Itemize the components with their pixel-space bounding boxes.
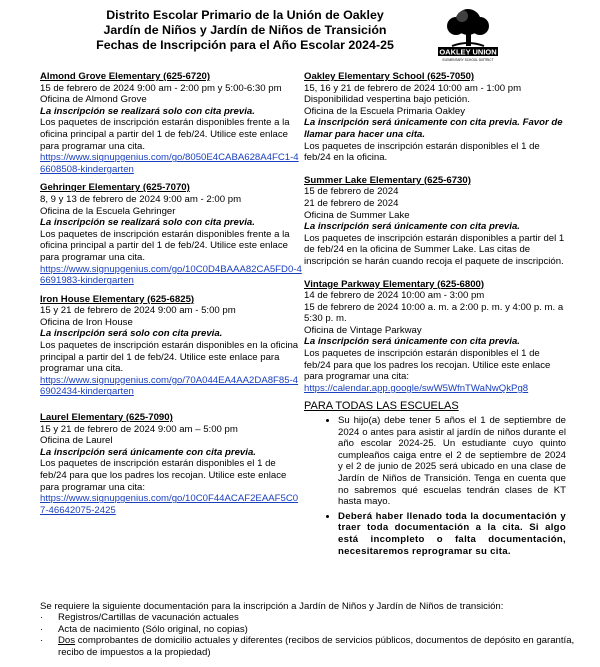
appointment-notice: La inscripción será únicamente con cita previa. [304,221,520,233]
packet-info: Los paquetes de inscripción estarán disponibles frente a la oficina principal a partir del 1 de feb/24. Utilice este enlace para programar una cita. [40,228,290,263]
school-iron-house [40,294,302,398]
school-office: Oficina de Iron House [40,316,133,328]
appointment-notice: La inscripción será solo con cita previa. [40,328,223,340]
school-name: Gehringer Elementary (625-7070) [40,182,190,194]
signup-link[interactable]: https://www.signupgenius.com/go/10C0F44ACAF2EAAF5C07-46642075-2425 [40,493,299,516]
school-office: Oficina de la Escuela Primaria Oakley [304,105,466,117]
signup-link[interactable]: https://www.signupgenius.com/go/10C0D4BAAA82CA5FD0-46691983-kindergarten [40,263,302,287]
school-dates: 15 de febrero de 2024 9:00 am - 2:00 pm y 5:00-6:30 pm [40,82,282,94]
school-office: Oficina de Summer Lake [304,209,410,221]
signup-link[interactable]: https://www.signupgenius.com/go/8050E4CABA628A4FC1-46608508-kindergarten [40,152,299,175]
header-dates-title: Fechas de Inscripción para el Año Escolar 2024-25 [96,38,394,52]
school-name: Almond Grove Elementary (625-6720) [40,71,211,82]
school-dates: 15, 16 y 21 de febrero de 2024 10:00 am - 1:00 pm [304,82,522,94]
packet-info: Los paquetes de inscripción estarán disponibles el 1 de feb/24 para que los padres los recojan. Utilice este enlace para programar una cita: [40,458,287,493]
all-schools-list [304,415,566,557]
school-office: Oficina de la Escuela Gehringer [40,205,176,217]
doc-item [40,612,580,623]
docs-intro: Se requiere la siguiente documentación para la inscripción a Jardín de Niños y Jardín de Niños de transición: [40,601,504,612]
school-summer-lake [304,175,566,268]
school-dates: 15 de febrero de 2024 [304,186,399,198]
doc-item [40,624,580,635]
school-office: Oficina de Laurel [40,435,113,447]
appointment-notice: La inscripción se realizará solo con cita previa. [40,217,255,229]
school-dates: 15 y 21 de febrero de 2024 9:00 am – 5:00 pm [40,423,238,435]
school-dates: 8, 9 y 13 de febrero de 2024 9:00 am - 2:00 pm [40,193,242,205]
school-name: Summer Lake Elementary (625-6730) [304,174,471,186]
packet-info: Los paquetes de inscripción estarán disponibles el 1 de feb/24 para que los padres los recojan. Utilice este enlace para programar una cita: [304,348,551,383]
age-requirement-item: • Su hijo(a) debe tener 5 años el 1 de septiembre de 2024 o antes para asistir al jardín de niños durante el año escolar 2024-25. Un estudiante cuyo quinto cumpleaños caiga entre el 2 de septiembre de 2024 y el 2 de junio de 2025 será ubicado en una clase de Jardín de Niños de Transición. Tenga en cuenta que no sabremos qué escuelas tendrán clases de KT hasta mayo. [338,415,566,508]
doc-item [40,635,580,658]
logo-text: OAKLEY UNION [439,47,497,57]
school-dates: 15 y 21 de febrero de 2024 9:00 am - 5:00 pm [40,305,236,317]
header-program: Jardín de Niños y Jardín de Niños de Transición [103,23,387,37]
bullet-icon: · [40,623,44,635]
bullet-icon: · [40,612,44,624]
school-office: Oficina de Almond Grove [40,94,147,106]
school-name: Laurel Elementary (625-7090) [40,412,173,424]
tree-icon [432,6,504,62]
logo-subtext: ELEMENTARY SCHOOL DISTRICT [442,58,494,62]
school-dates: 14 de febrero de 2024 10:00 am - 3:00 pm [304,290,485,302]
school-gehringer [40,182,302,286]
school-oakley [304,71,566,164]
school-vintage-parkway [304,279,566,395]
district-logo [432,6,504,62]
packet-info: Los paquetes de inscripción estarán disponibles en la oficina principal a partir del 1 de feb/24. Utilice este enlace para programar una cita. [40,340,299,375]
appointment-notice: La inscripción se realizará solo con cita previa. [40,105,255,117]
packet-info: Los paquetes de inscripción estarán disponibles el 1 de feb/24 en la oficina. [304,140,540,164]
appointment-notice: La inscripción será únicamente con cita previa. [40,446,256,458]
packet-info: Los paquetes de inscripción estarán disponibles a partir del 1 de feb/24 en la oficina de Summer Lake. Las citas de inscripción se harán cuando recoja el paquete de inscripción. [304,232,565,267]
header-district: Distrito Escolar Primario de la Unión de Oakley [106,8,384,22]
calendar-link[interactable]: https://calendar.app.google/swW5WfnTWaNwQkPg8 [304,382,529,394]
doc-item-text: Acta de nacimiento (Sólo original, no copias) [58,623,248,635]
document-header [60,8,430,53]
school-extra: Disponibilidad vespertina bajo petición. [304,94,470,106]
signup-link[interactable]: https://www.signupgenius.com/go/70A044EA4AA2DA8F85-46902434-kindergarten [40,374,299,398]
school-extra: 15 de febrero de 2024 10:00 a. m. a 2:00 p. m. y 4:00 p. m. a 5:30 p. m. [304,301,564,325]
school-name: Oakley Elementary School (625-7050) [304,71,475,82]
school-almond-grove [40,71,302,175]
doc-emphasis: Dos [58,635,76,647]
packet-info: Los paquetes de inscripción estarán disponibles frente a la oficina principal a partir del 1 de feb/24. Utilice este enlace para programar una cita. [40,117,290,152]
all-schools-heading: PARA TODAS LAS ESCUELAS [304,400,459,413]
doc-item-text: Registros/Cartillas de vacunación actuales [58,612,239,624]
school-name: Vintage Parkway Elementary (625-6800) [304,278,485,290]
doc-item-text [58,635,580,658]
school-extra: 21 de febrero de 2024 [304,197,399,209]
appointment-notice: La inscripción será únicamente con cita previa. Favor de llamar para hacer una cita. [304,117,563,140]
school-laurel [40,412,302,516]
school-name: Iron House Elementary (625-6825) [40,293,195,305]
appointment-notice: La inscripción será únicamente con cita previa. [304,336,520,348]
right-column [304,71,566,560]
documentation-notice-item: • Deberá haber llenado toda la documentación y traer toda documentación a la cita. Si algo está incompleto o falta documentación, necesitaremos reprogramar su cita. [338,511,566,557]
bullet-icon: · [40,635,44,647]
school-office: Oficina de Vintage Parkway [304,324,422,336]
required-documents [40,601,580,658]
doc-item-rest: comprobantes de domicilio actuales y diferentes (recibos de servicios públicos, documentos de depósito en garantía, recibo de impuestos a la propiedad) [58,635,575,658]
left-column [40,71,302,523]
